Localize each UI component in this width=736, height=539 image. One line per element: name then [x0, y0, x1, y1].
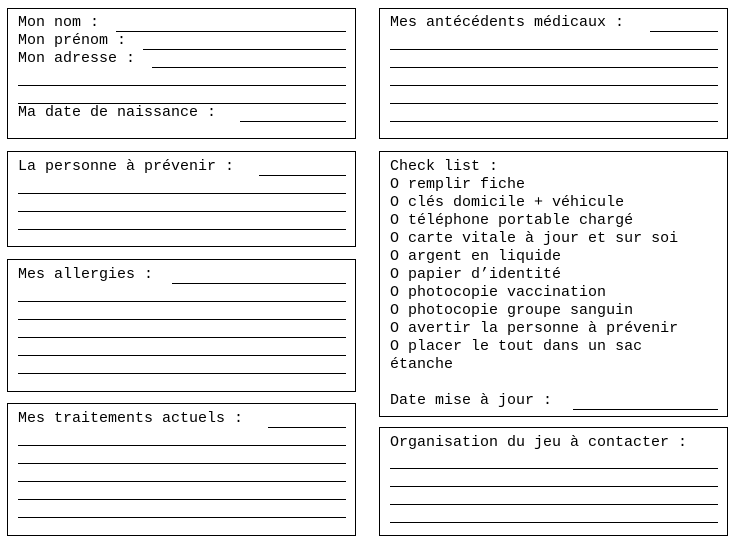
- name-field[interactable]: [116, 31, 346, 32]
- checklist-item-label: clés domicile + véhicule: [408, 194, 625, 211]
- treatments-field-3[interactable]: [18, 463, 346, 464]
- checklist-item-label: téléphone portable chargé: [408, 212, 634, 229]
- medical-history-field-4[interactable]: [390, 85, 718, 86]
- treatments-field-1[interactable]: [268, 427, 346, 428]
- organisation-field-1[interactable]: [390, 468, 718, 469]
- update-date-label: Date mise à jour :: [390, 392, 553, 409]
- checklist-item-label: papier d’identité: [408, 266, 562, 283]
- checklist-item-label: avertir la personne à prévenir: [408, 320, 679, 337]
- identity-box: [7, 8, 356, 139]
- contact-field-2[interactable]: [18, 193, 346, 194]
- checklist-item[interactable]: [390, 176, 525, 194]
- allergies-label: Mes allergies :: [18, 266, 154, 283]
- medical-history-field-5[interactable]: [390, 103, 718, 104]
- checklist-item-label: placer le tout dans un sac: [408, 338, 643, 355]
- contact-field-1[interactable]: [259, 175, 346, 176]
- checklist-item-label: carte vitale à jour et sur soi: [408, 230, 679, 247]
- update-date-field[interactable]: [573, 409, 718, 410]
- checkbox-circle-icon[interactable]: O: [390, 194, 400, 211]
- allergies-field-1[interactable]: [172, 283, 346, 284]
- checkbox-circle-icon[interactable]: O: [390, 338, 400, 355]
- medical-history-box: [379, 8, 728, 139]
- organisation-field-2[interactable]: [390, 486, 718, 487]
- treatments-field-2[interactable]: [18, 445, 346, 446]
- checklist-item[interactable]: [390, 302, 633, 320]
- checklist-title: Check list :: [390, 158, 499, 175]
- allergies-field-6[interactable]: [18, 373, 346, 374]
- checklist-item-label: photocopie vaccination: [408, 284, 607, 301]
- checkbox-circle-icon[interactable]: O: [390, 176, 400, 193]
- treatments-box: [7, 403, 356, 536]
- firstname-label: Mon prénom :: [18, 32, 127, 49]
- address-label: Mon adresse :: [18, 50, 136, 67]
- checklist-item[interactable]: [390, 338, 642, 356]
- allergies-box: [7, 259, 356, 392]
- treatments-label: Mes traitements actuels :: [18, 410, 244, 427]
- checklist-item-label: argent en liquide: [408, 248, 562, 265]
- address-field-1[interactable]: [152, 67, 346, 68]
- allergies-field-2[interactable]: [18, 301, 346, 302]
- birthdate-field[interactable]: [240, 121, 346, 122]
- checkbox-circle-icon[interactable]: O: [390, 248, 400, 265]
- medical-history-field-1[interactable]: [650, 31, 718, 32]
- treatments-field-4[interactable]: [18, 481, 346, 482]
- checklist-item-label: photocopie groupe sanguin: [408, 302, 634, 319]
- contact-field-3[interactable]: [18, 211, 346, 212]
- checklist-item[interactable]: [390, 248, 561, 266]
- allergies-field-3[interactable]: [18, 319, 346, 320]
- checkbox-circle-icon[interactable]: O: [390, 302, 400, 319]
- name-label: Mon nom :: [18, 14, 100, 31]
- organisation-label: Organisation du jeu à contacter :: [390, 434, 688, 451]
- checklist-item[interactable]: [390, 266, 561, 284]
- treatments-field-6[interactable]: [18, 517, 346, 518]
- checklist-item[interactable]: [390, 212, 633, 230]
- medical-history-field-3[interactable]: [390, 67, 718, 68]
- organisation-box: [379, 427, 728, 536]
- organisation-field-3[interactable]: [390, 504, 718, 505]
- checkbox-circle-icon[interactable]: O: [390, 284, 400, 301]
- checklist-box: [379, 151, 728, 417]
- medical-history-field-6[interactable]: [390, 121, 718, 122]
- checklist-item[interactable]: [390, 194, 624, 212]
- checklist-item[interactable]: [390, 230, 678, 248]
- checklist-item-label: remplir fiche: [408, 176, 526, 193]
- checklist-item-continuation: étanche: [390, 356, 454, 373]
- checkbox-circle-icon[interactable]: O: [390, 212, 400, 229]
- address-field-2[interactable]: [18, 85, 346, 86]
- contact-box: [7, 151, 356, 247]
- allergies-field-4[interactable]: [18, 337, 346, 338]
- treatments-field-5[interactable]: [18, 499, 346, 500]
- checkbox-circle-icon[interactable]: O: [390, 230, 400, 247]
- checklist-item[interactable]: [390, 320, 678, 338]
- checkbox-circle-icon[interactable]: O: [390, 266, 400, 283]
- firstname-field[interactable]: [143, 49, 346, 50]
- checkbox-circle-icon[interactable]: O: [390, 320, 400, 337]
- contact-field-4[interactable]: [18, 229, 346, 230]
- birthdate-label: Ma date de naissance :: [18, 104, 217, 121]
- medical-history-field-2[interactable]: [390, 49, 718, 50]
- organisation-field-4[interactable]: [390, 522, 718, 523]
- contact-label: La personne à prévenir :: [18, 158, 235, 175]
- allergies-field-5[interactable]: [18, 355, 346, 356]
- medical-history-label: Mes antécédents médicaux :: [390, 14, 625, 31]
- checklist-item[interactable]: [390, 284, 606, 302]
